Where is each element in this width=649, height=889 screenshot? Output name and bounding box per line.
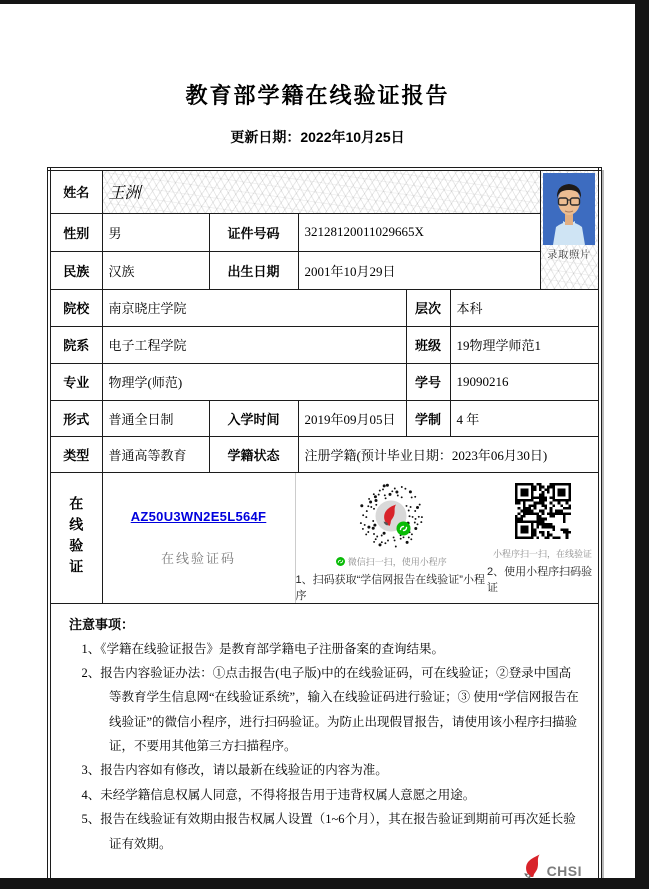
note-item: 5、报告在线验证有效期由报告权属人设置（1~6个月），其在报告验证到期前可再次延长验证有效期。 <box>81 812 576 851</box>
major-label: 专业 <box>49 363 102 400</box>
enroll-label: 入学时间 <box>209 400 298 436</box>
table-row <box>49 363 600 400</box>
ethnicity-label: 民族 <box>49 251 102 289</box>
duration-value: 4 年 <box>450 400 600 436</box>
miniprogram-qr-block <box>487 481 598 595</box>
wechat-hint: 微信扫一扫，使用小程序 <box>336 555 447 568</box>
birth-value: 2001年10月29日 <box>298 251 540 289</box>
page-title: 教育部学籍在线验证报告 <box>185 83 450 108</box>
form-value: 普通全日制 <box>102 400 209 436</box>
major-value: 物理学(师范) <box>102 363 406 400</box>
photo-caption: 录取照片 <box>547 250 592 261</box>
verify-row-label: 在线验证 <box>49 472 102 603</box>
verify-code-box <box>103 473 296 603</box>
verify-code-link[interactable]: AZ50U3WN2E5L564F <box>130 508 267 524</box>
wechat-qr-block <box>296 481 488 603</box>
note-item: 2、报告内容验证办法：①点击报告(电子版)中的在线验证码，可在线验证；②登录中国高等教育学生信息网“在线验证系统”，输入在线验证码进行验证；③ 使用“学信网报告在线验证”的微信小程序，进行扫码验证。为防止出现假冒报告，请使用该小程序扫描验证，不要用其他第三方扫描程序。 <box>81 665 579 753</box>
form-label: 形式 <box>49 400 102 436</box>
report-table <box>47 167 602 878</box>
name-label: 姓名 <box>49 169 102 213</box>
chsi-logo-text: CHSI <box>546 863 583 878</box>
wechat-icon <box>336 557 345 566</box>
department-label: 院系 <box>49 326 102 363</box>
notes-heading: 注意事项： <box>69 616 135 632</box>
school-label: 院校 <box>49 289 102 326</box>
table-row <box>49 472 600 603</box>
class-value: 19物理学师范1 <box>450 326 600 363</box>
note-item: 1、《学籍在线验证报告》是教育部学籍电子注册备案的查询结果。 <box>81 641 445 656</box>
ethnicity-value: 汉族 <box>102 251 209 289</box>
id-value: 32128120011029665X <box>298 213 540 251</box>
notes-cell <box>49 603 600 878</box>
level-label: 层次 <box>406 289 450 326</box>
gender-value: 男 <box>102 213 209 251</box>
gender-label: 性别 <box>49 213 102 251</box>
student-no-label: 学号 <box>406 363 450 400</box>
table-row <box>49 436 600 472</box>
enroll-value: 2019年09月05日 <box>298 400 406 436</box>
verify-cell <box>102 472 600 603</box>
class-label: 班级 <box>406 326 450 363</box>
photo-cell <box>540 169 600 289</box>
wechat-link-badge-icon <box>397 521 411 535</box>
verify-step2: 2、使用小程序扫码验证 <box>487 565 593 594</box>
name-value: 王洲 <box>102 169 540 213</box>
table-row <box>49 603 600 878</box>
admission-photo <box>543 173 595 245</box>
type-value: 普通高等教育 <box>102 436 209 472</box>
table-row <box>49 326 600 363</box>
student-no-value: 19090216 <box>450 363 600 400</box>
status-label: 学籍状态 <box>209 436 298 472</box>
status-value: 注册学籍(预计毕业日期：2023年06月30日) <box>298 436 600 472</box>
verify-step1: 1、扫码获取“学信网报告在线验证”小程序 <box>295 573 485 602</box>
update-date: 更新日期：2022年10月25日 <box>230 129 405 145</box>
type-label: 类型 <box>49 436 102 472</box>
birth-label: 出生日期 <box>209 251 298 289</box>
table-row <box>49 289 600 326</box>
miniprogram-square-qr-code <box>515 483 571 539</box>
table-row <box>49 169 600 213</box>
wechat-miniprogram-circular-qr-code <box>356 481 426 551</box>
chsi-logo <box>522 853 582 878</box>
table-row <box>49 400 600 436</box>
verify-code-caption: 在线验证码 <box>160 550 236 566</box>
note-item: 4、未经学籍信息权属人同意，不得将报告用于违背权属人意愿之用途。 <box>81 787 476 802</box>
department-value: 电子工程学院 <box>102 326 406 363</box>
id-label: 证件号码 <box>209 213 298 251</box>
duration-label: 学制 <box>406 400 450 436</box>
school-value: 南京晓庄学院 <box>102 289 406 326</box>
chsi-flame-icon <box>522 853 544 878</box>
note-item: 3、报告内容如有修改，请以最新在线验证的内容为准。 <box>81 763 388 778</box>
level-value: 本科 <box>450 289 600 326</box>
miniprogram-hint: 小程序扫一扫，在线验证 <box>493 548 593 559</box>
report-page <box>0 4 635 878</box>
table-row <box>49 251 600 289</box>
table-row <box>49 213 600 251</box>
